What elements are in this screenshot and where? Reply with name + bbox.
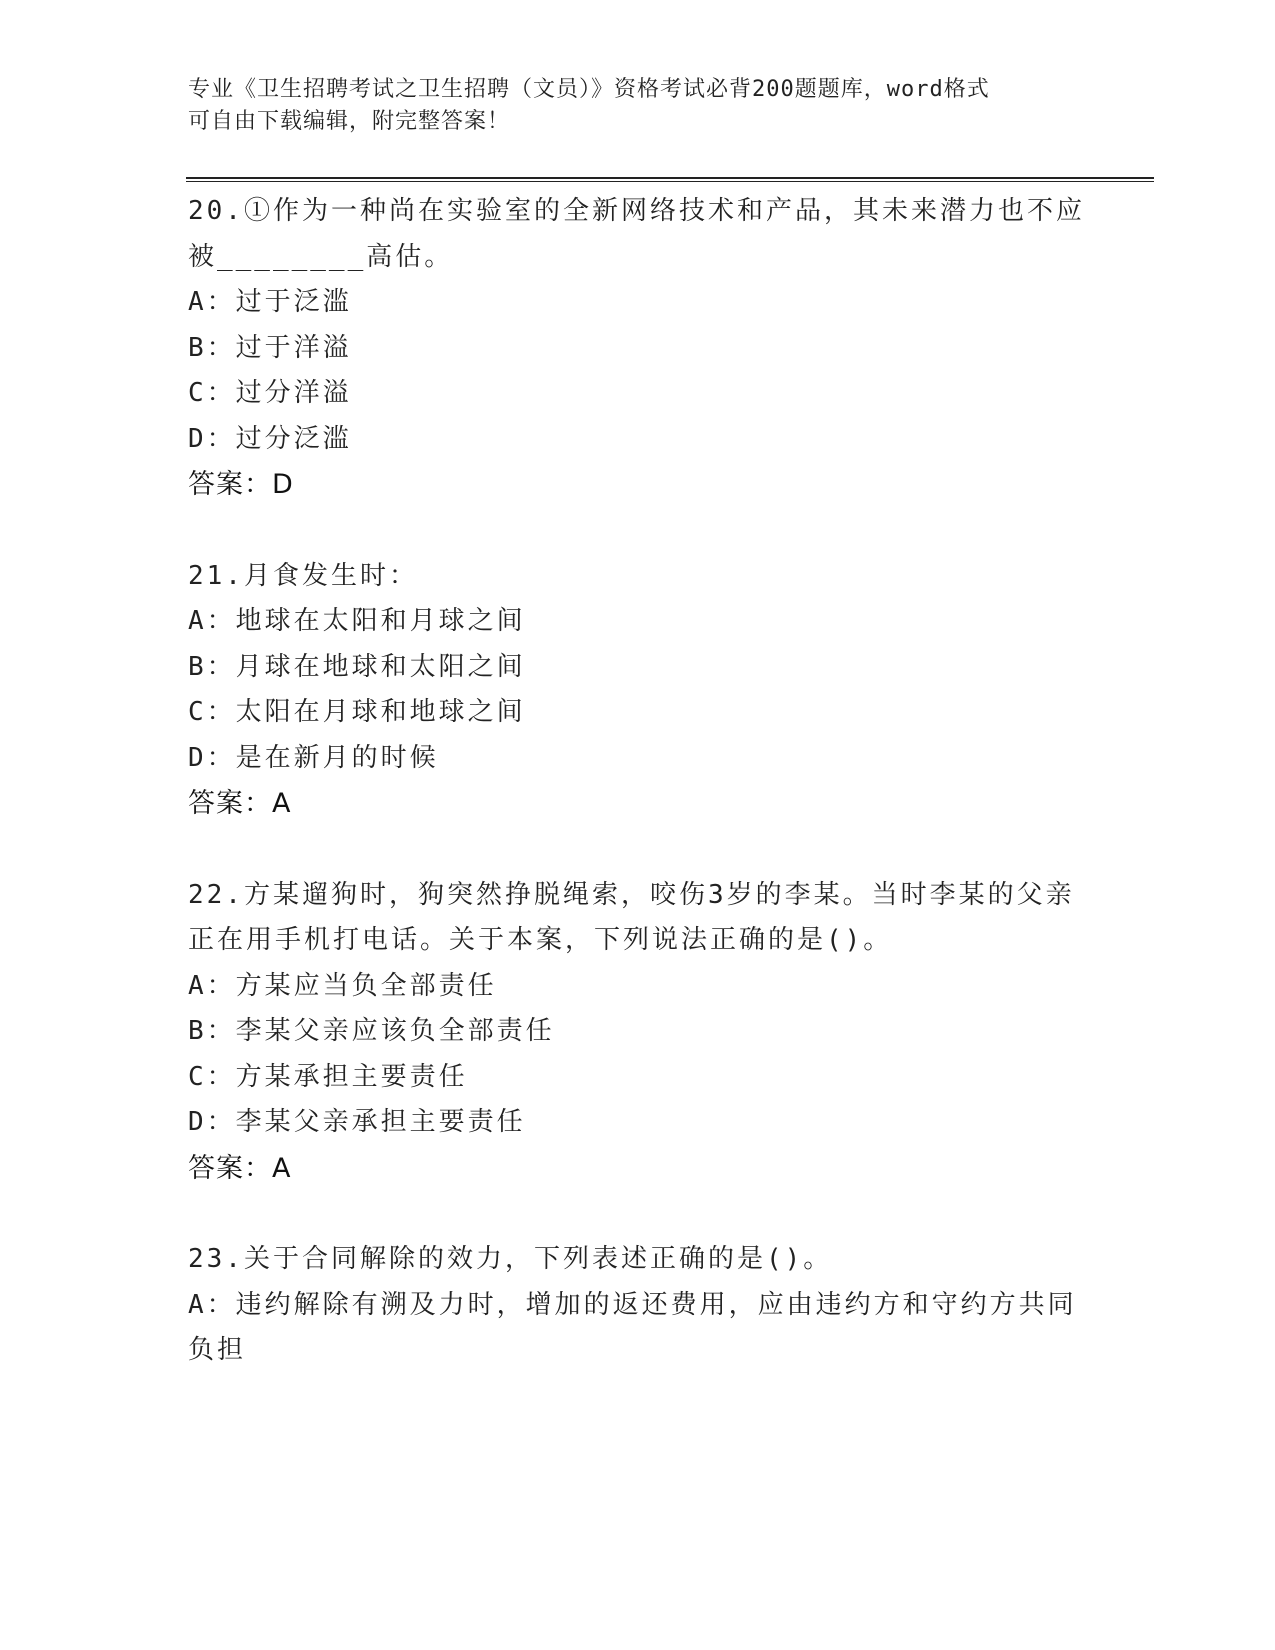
question-21 <box>188 554 1088 827</box>
question-stem-line: 23.关于合同解除的效力，下列表述正确的是()。 <box>188 1244 833 1274</box>
option-c: C：太阳在月球和地球之间 <box>188 697 526 727</box>
option-a-continued: 负担 <box>188 1335 247 1365</box>
option-a: A：过于泛滥 <box>188 287 352 317</box>
question-stem-line: 22.方某遛狗时，狗突然挣脱绳索，咬伤3岁的李某。当时李某的父亲 <box>188 879 1075 910</box>
option-c: C：过分洋溢 <box>188 378 352 408</box>
option-a: A：方某应当负全部责任 <box>188 970 497 1001</box>
question-20 <box>188 189 1088 508</box>
question-22 <box>188 873 1088 1192</box>
answer-line: 答案：A <box>188 788 292 819</box>
header-line-1: 专业《卫生招聘考试之卫生招聘（文员）》资格考试必背200题题库，word格式 <box>188 77 990 102</box>
question-23 <box>188 1237 1088 1374</box>
answer-line: 答案：D <box>188 469 294 500</box>
header-divider <box>186 177 1154 182</box>
question-stem-line: 20.①作为一种尚在实验室的全新网络技术和产品，其未来潜力也不应 <box>188 196 1085 226</box>
option-a: A：地球在太阳和月球之间 <box>188 606 526 636</box>
option-d: D：过分泛滥 <box>188 423 352 454</box>
question-stem-line: 被________高估。 <box>188 241 454 272</box>
header-line-2: 可自由下载编辑，附完整答案！ <box>188 109 511 134</box>
option-a: A：违约解除有溯及力时，增加的返还费用，应由违约方和守约方共同 <box>188 1289 1077 1320</box>
option-b: B：李某父亲应该负全部责任 <box>188 1016 555 1046</box>
option-c: C：方某承担主要责任 <box>188 1061 468 1092</box>
option-b: B：过于洋溢 <box>188 332 352 363</box>
question-stem-line: 正在用手机打电话。关于本案，下列说法正确的是()。 <box>188 925 893 955</box>
question-stem-line: 21.月食发生时： <box>188 560 418 591</box>
option-b: B：月球在地球和太阳之间 <box>188 651 526 682</box>
option-d: D：李某父亲承担主要责任 <box>188 1107 526 1137</box>
option-d: D：是在新月的时候 <box>188 742 439 773</box>
answer-line: 答案：A <box>188 1152 292 1184</box>
document-header <box>188 74 1088 138</box>
question-list <box>188 189 1088 1420</box>
